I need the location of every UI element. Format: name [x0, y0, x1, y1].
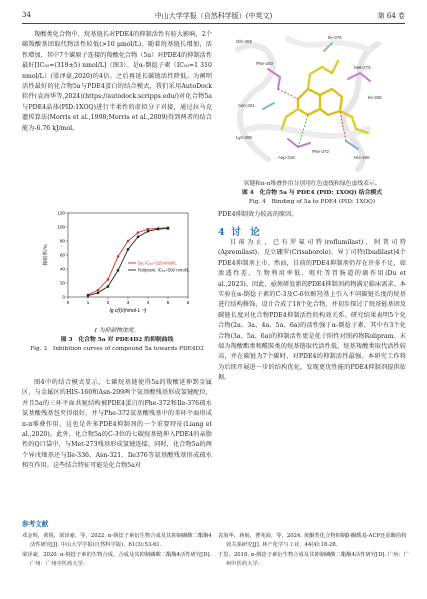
volume-label: 第 64 卷: [377, 12, 405, 20]
legend-label: 5a, IC₅₀=319 nmol/L: [138, 260, 177, 266]
x-tick-label: 4: [146, 300, 150, 305]
residue-label: Ile-376: [328, 35, 342, 40]
section-title: 讨 论: [231, 227, 260, 238]
docking-figure: [228, 29, 396, 177]
data-point: [97, 292, 99, 294]
paragraph: 图4中的结合模式显示，七碳烷基链使得5a的羧酸延伸到金属区，与金属区的HIS-160和Asn-209两个氨基酸残基形成氢键配位，并且5a的三环平面共轭结构被PDE4蛋白的Phe-372和Ile-376疏水氨基酸残基包夹得很好，并与Phe-372氨基酸残基中的苯环平面形成π-π堆叠作用，这也是许多PDE4抑制剂的一个重要特征(Liang et al.,2020)。此外，化合物5a的C-3位的七碳烷基链伸入PDE4的亲脂性的Q口袋中，与Met-273残基形成氢键连接。同时，化合物5a的两个异戊烯基还与Ile-336、Asn-321、Ile376等氨基酸残基形成疏水相互作用。这些结合特征可能是化合物5a对: [22, 379, 212, 470]
right-column-continuation: [218, 210, 406, 220]
discussion-text: [218, 238, 406, 384]
residue-label: Lys-209: [236, 135, 252, 140]
x-tick-label: 3: [126, 300, 130, 305]
figure3-sublabel: I 为抑制物浓度。: [94, 328, 140, 334]
data-point: [87, 294, 89, 296]
data-point: [167, 227, 169, 229]
x-tick-label: 0: [66, 300, 70, 305]
y-tick-label: 0: [62, 294, 65, 300]
figure4-caption-cn: 图 4 化合物 5a 与 PDE4 (PID: 1XOQ) 结合模式: [241, 190, 382, 196]
x-tick-label: 6: [186, 300, 190, 305]
data-point: [117, 269, 119, 271]
x-tick-label: 2: [106, 300, 110, 305]
y-tick-label: 120: [57, 210, 65, 216]
data-point: [157, 228, 159, 230]
running-header: [22, 10, 405, 24]
section-heading: [218, 224, 406, 238]
y-tick-label: 80: [59, 238, 65, 244]
y-tick-label: 40: [59, 266, 65, 272]
figure4-caption-en: Fig. 4 Binding of 5a to PDE4 (PID: 1XOQ): [248, 199, 376, 205]
section-number: 4: [218, 227, 225, 238]
data-point: [127, 240, 130, 243]
header-rule: [22, 23, 405, 24]
journal-title: 中山大学学报（自然科学版）(中英文): [154, 12, 273, 20]
x-axis-label: lg c(I)/(nmol·L⁻¹): [109, 308, 147, 314]
references-right: [218, 532, 410, 570]
x-tick-label: 1: [86, 300, 90, 305]
figure4-legend: 氢键和π-π堆叠作用分别用红色虚线和绿色虚线表示。: [243, 181, 381, 187]
residue-label: Asn-321: [238, 103, 255, 108]
residue-label: Asp-318: [278, 155, 295, 160]
inhibition-curve-chart: [40, 205, 200, 325]
x-tick-label: 5: [166, 300, 170, 305]
plot-frame: [68, 213, 188, 297]
data-point: [137, 231, 140, 234]
page-number: 34: [22, 11, 31, 19]
data-point: [127, 248, 129, 250]
data-point: [107, 285, 109, 287]
left-column-bottom-text: [22, 378, 212, 472]
reference-item: 袁海华，蒋航，曹兆海，等，2024. 黄酮类化合物抑制β-酮酰基-ACP还原酶的构效关系研究[J]. 林产化学与工业，44(4):18-28.: [218, 533, 407, 548]
figure3-caption-en: Fig. 3 Inhibition curves of compound 5a towards PDE4D2: [30, 346, 204, 352]
y-tick-label: 60: [59, 252, 65, 258]
paragraph: 羧酸类化合物中，烷基链长对PDE4的抑制活性有较大影响，2个碳羧酸基团取代物活性较低(>10 μmol/L)，随着烷基链长增加，活性增加，其中7个碳原子连接的羧酸化合物（5a）对PDE4的抑制活性最好[IC₅₀=(319±5) nmol/L]（图3）。是α-倒捻子素（IC₅₀=1 310 nmol/L）(梁泽豪,2020)的4倍。之后再延长碳链活性降低。为阐明活性最好的化合物5a与PDE4蛋白的结合模式，我们采用AutoDock软件(袁海华等,2024)(https://autodock.scripps.edu/)对化合物5a与PDE4晶体(PID:1XOQ)进行半柔性的虚拟分子对接，通过拉马克遗传算法(Morris et al.,1998;Morris et al.,2009)得到两者的结合能为-6.76 kJ/mol。: [22, 31, 213, 132]
figure3-caption-cn: 图 3 化合物 5a 对 PDE4D2 的抑制曲线: [60, 337, 174, 343]
reference-item: 邓金辉，黄锐，梁泽豪，等，2022. α-倒捻子素衍生物合成及其抑制磷酸二酯酶4活性研究[J]. 中山大学学报(自然科学版)，61(3):53-61.: [22, 533, 212, 548]
data-point: [137, 236, 139, 238]
reference-item: 于思，2018. α-倒捻子素衍生物合成及其抑制磷酸二酯酶4活性研究[D]. 广州：广州中医药大学.: [218, 552, 409, 567]
residue-label: Met-273: [354, 65, 371, 70]
reference-item: 梁泽豪，2020. α-倒捻子素的生物合成、合成及其抑制磷酸二酯酶4活性研究[D]. 广州：广州中医药大学.: [22, 552, 212, 567]
residue-label: Phe-372: [312, 149, 330, 154]
data-point: [147, 230, 149, 232]
references-heading: 参考文献: [22, 520, 49, 528]
references-left: [22, 532, 214, 570]
figure4-caption: [218, 180, 406, 207]
data-point: [97, 289, 100, 292]
residue-label: Gln-369: [236, 39, 253, 44]
y-tick-label: 20: [59, 280, 65, 286]
paragraph: PDE4抑制效力较高的原因。: [218, 211, 298, 218]
residue-label: Phe-340: [256, 61, 274, 66]
figure3-caption: [22, 327, 212, 354]
data-point: [107, 278, 110, 281]
residue-label: His-160: [354, 155, 370, 160]
residue-label: Ile-336: [368, 95, 382, 100]
legend-label: Rolipram, IC₅₀=590 nmol/L: [138, 267, 190, 273]
y-axis-label: 抑制率/%: [43, 244, 49, 266]
paragraph: 目前为止，已有罗氟司特(roflumilast)、阿普司特(Apremilast)、克立硼罗(Crisaborole)、异丁司特(Ibudilast)4个PDE4抑制剂上市。然而，目前的PDE4抑制剂仍存在许多不足，如渗透性差、生物利用率低、呕吐等胃肠道的副作用(Du et al.,2023)。因此，亟须研发新的PDE4抑制剂药物满足临床需求。本实验在α-倒捻子素的C-3及C-6位酚羟基上引入不同碳链长度的烷基进行结构修饰，设计合成了18个化合物，并初步探讨了烷基链基团及碳链长度对化合物PDE4抑制活性的构效关系。研究结果表明5个化合物(2a、3a、4a、5a、6a)的活性强于α-倒捻子素，其中有3个化合物(3a、5a、6a)的抑制活性更是优于阳性对照药物Rolipram。末端为羧酸酯类和酰胺类的烷基链取代活性低，烷基羧酸类取代活性较高，并在碳链为7个碳时，对PDE4的抑制活性最强。本研究工作将为后续开展进一步的结构优化，发现更优性能的PDE4抑制剂提供依据。: [218, 239, 406, 382]
data-point: [117, 255, 120, 258]
y-tick-label: 100: [57, 224, 65, 230]
left-column-top-text: [22, 30, 212, 134]
